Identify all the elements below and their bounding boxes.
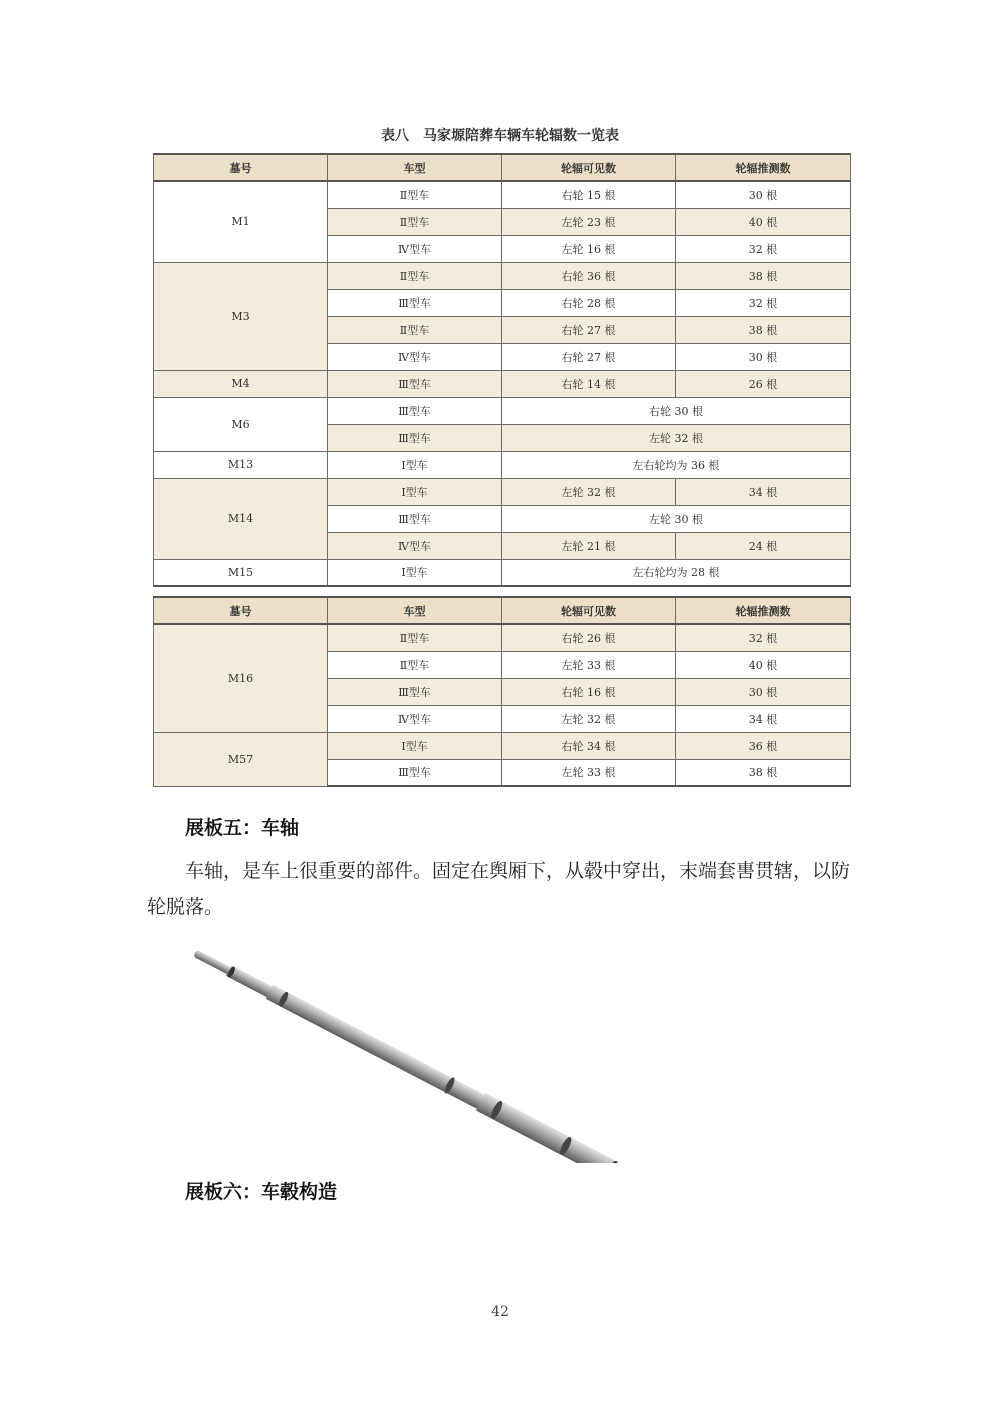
estimated-cell: 34 根 [676, 705, 851, 732]
type-cell: Ⅲ型车 [328, 759, 502, 786]
type-cell: Ⅱ型车 [328, 651, 502, 678]
header-estimated: 轮辐推测数 [676, 597, 851, 624]
type-cell: Ⅱ型车 [328, 181, 502, 208]
type-cell: Ⅲ型车 [328, 424, 502, 451]
estimated-cell: 30 根 [676, 678, 851, 705]
merged-count-cell: 左右轮均为 36 根 [502, 451, 851, 478]
type-cell: Ⅳ型车 [328, 705, 502, 732]
type-cell: Ⅱ型车 [328, 208, 502, 235]
tomb-cell: M6 [154, 397, 328, 451]
visible-cell: 左轮 32 根 [502, 705, 676, 732]
visible-cell: 右轮 14 根 [502, 370, 676, 397]
type-cell: Ⅳ型车 [328, 235, 502, 262]
visible-cell: 右轮 15 根 [502, 181, 676, 208]
type-cell: Ⅰ型车 [328, 559, 502, 586]
visible-cell: 左轮 33 根 [502, 759, 676, 786]
estimated-cell: 38 根 [676, 316, 851, 343]
section-5-heading: 展板五：车轴 [185, 817, 300, 839]
merged-count-cell: 左轮 30 根 [502, 505, 851, 532]
header-type: 车型 [328, 154, 502, 181]
tomb-cell: M57 [154, 732, 328, 786]
type-cell: Ⅰ型车 [328, 451, 502, 478]
type-cell: Ⅰ型车 [328, 732, 502, 759]
visible-cell: 右轮 36 根 [502, 262, 676, 289]
type-cell: Ⅲ型车 [328, 370, 502, 397]
section-5-paragraph: 车轴，是车上很重要的部件。固定在舆厢下，从毂中穿出，末端套軎贯辖，以防轮脱落。 [147, 860, 851, 918]
spoke-count-table-part-1 [153, 153, 851, 587]
visible-cell: 左轮 32 根 [502, 478, 676, 505]
visible-cell: 左轮 23 根 [502, 208, 676, 235]
estimated-cell: 34 根 [676, 478, 851, 505]
tomb-cell: M14 [154, 478, 328, 559]
section-6-heading: 展板六：车毂构造 [185, 1181, 338, 1203]
type-cell: Ⅲ型车 [328, 505, 502, 532]
header-tomb: 墓号 [154, 597, 328, 624]
visible-cell: 右轮 28 根 [502, 289, 676, 316]
estimated-cell: 32 根 [676, 235, 851, 262]
tomb-cell: M16 [154, 624, 328, 732]
visible-cell: 右轮 16 根 [502, 678, 676, 705]
estimated-cell: 26 根 [676, 370, 851, 397]
merged-count-cell: 左右轮均为 28 根 [502, 559, 851, 586]
estimated-cell: 38 根 [676, 262, 851, 289]
visible-cell: 右轮 27 根 [502, 316, 676, 343]
header-visible: 轮辐可见数 [502, 597, 676, 624]
estimated-cell: 38 根 [676, 759, 851, 786]
estimated-cell: 36 根 [676, 732, 851, 759]
estimated-cell: 30 根 [676, 181, 851, 208]
type-cell: Ⅰ型车 [328, 478, 502, 505]
visible-cell: 左轮 16 根 [502, 235, 676, 262]
table-caption: 表八 马家塬陪葬车辆车轮辐数一览表 [381, 128, 619, 144]
tomb-cell: M15 [154, 559, 328, 586]
tomb-cell: M13 [154, 451, 328, 478]
type-cell: Ⅱ型车 [328, 262, 502, 289]
visible-cell: 右轮 27 根 [502, 343, 676, 370]
estimated-cell: 32 根 [676, 289, 851, 316]
visible-cell: 左轮 21 根 [502, 532, 676, 559]
type-cell: Ⅲ型车 [328, 289, 502, 316]
type-cell: Ⅳ型车 [328, 343, 502, 370]
merged-count-cell: 左轮 32 根 [502, 424, 851, 451]
type-cell: Ⅱ型车 [328, 624, 502, 651]
tomb-cell: M3 [154, 262, 328, 370]
header-estimated: 轮辐推测数 [676, 154, 851, 181]
header-tomb: 墓号 [154, 154, 328, 181]
axle-photo [183, 935, 643, 1163]
visible-cell: 左轮 33 根 [502, 651, 676, 678]
estimated-cell: 40 根 [676, 208, 851, 235]
tomb-cell: M1 [154, 181, 328, 262]
header-type: 车型 [328, 597, 502, 624]
merged-count-cell: 右轮 30 根 [502, 397, 851, 424]
type-cell: Ⅱ型车 [328, 316, 502, 343]
type-cell: Ⅳ型车 [328, 532, 502, 559]
spoke-count-table-part-2 [153, 596, 851, 787]
estimated-cell: 30 根 [676, 343, 851, 370]
visible-cell: 右轮 26 根 [502, 624, 676, 651]
type-cell: Ⅲ型车 [328, 678, 502, 705]
type-cell: Ⅲ型车 [328, 397, 502, 424]
page-number: 42 [491, 1304, 509, 1320]
header-visible: 轮辐可见数 [502, 154, 676, 181]
estimated-cell: 24 根 [676, 532, 851, 559]
estimated-cell: 32 根 [676, 624, 851, 651]
tomb-cell: M4 [154, 370, 328, 397]
estimated-cell: 40 根 [676, 651, 851, 678]
visible-cell: 右轮 34 根 [502, 732, 676, 759]
